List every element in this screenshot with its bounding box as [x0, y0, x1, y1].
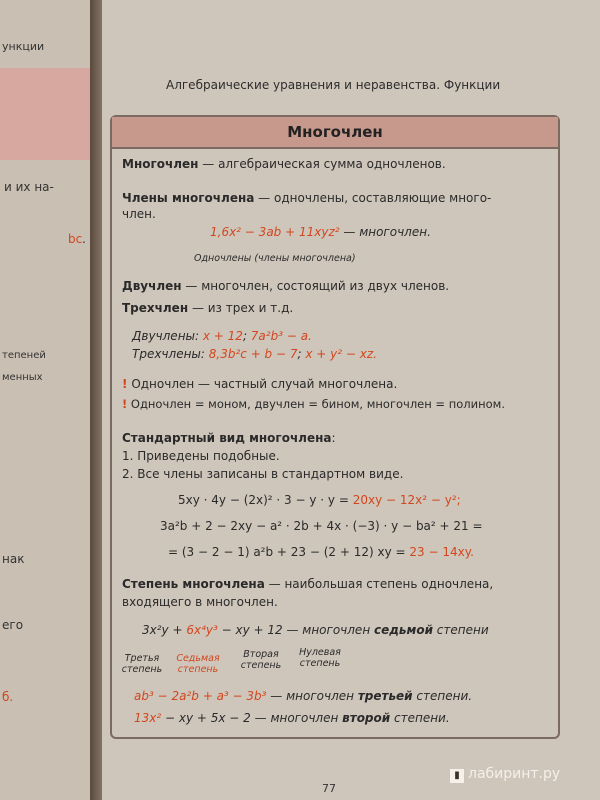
standard-term: Стандартный вид многочлена [122, 431, 332, 445]
example-polynomial-3 [134, 689, 472, 703]
binomial-examples-label: Двучлены: [132, 329, 203, 343]
example2-suffix: степени [432, 623, 489, 637]
box-title: Многочлен [287, 123, 383, 141]
example4-leading-term: 13x² [134, 711, 162, 725]
standard-item-2: 2. Все члены записаны в стандартном виде. [122, 467, 404, 481]
example2-term-1: 3x²y [142, 623, 169, 637]
standard-colon: : [331, 431, 336, 445]
degree-line [122, 577, 493, 591]
trinomial-example-1: 8,3b²c + b − 7 [208, 347, 298, 361]
trinomial-line [122, 301, 293, 315]
note-2-text: Одночлен = моном, двучлен = бином, многочлен = полином. [130, 397, 505, 411]
equation-1-lhs: 5xy · 4y − (2x)² · 3 − y · y = [178, 493, 353, 507]
example-polynomial-1 [210, 225, 431, 239]
running-header: Алгебраические уравнения и неравенства. Функции [166, 78, 501, 92]
trinomial-example-2: x + y² − xz. [305, 347, 377, 361]
degree-text: — наибольшая степень одночлена, [264, 577, 494, 591]
trinomial-examples [132, 347, 377, 361]
degree-label-zero: Нулевая степень [299, 647, 341, 669]
trinomial-examples-label: Трехчлены: [132, 347, 209, 361]
box-title-bar [112, 117, 558, 149]
equation-2: 3a²b + 2 − 2xy − a² · 2b + 4x · (−3) · y − ba² + 21 = [160, 519, 483, 533]
left-fragment: его [2, 618, 24, 632]
watermark [450, 766, 560, 783]
left-page-highlight-box [0, 68, 92, 160]
example2-op: + [168, 623, 187, 637]
equation-3 [168, 545, 474, 559]
example1-caption: Одночлены (члены многочлена) [194, 253, 356, 264]
example1-terms: 1,6x² − 3ab + 11xyz² [210, 225, 340, 239]
example2-term-2: 6x⁴y³ [186, 623, 218, 637]
left-fragment: б. [2, 690, 14, 704]
definition-term: Многочлен [122, 157, 199, 171]
definition-text: — алгебраическая сумма одночленов. [198, 157, 446, 171]
note-1 [122, 377, 397, 391]
degree-cont: входящего в многочлен. [122, 595, 278, 609]
example4-rest: − xy + 5x − 2 — многочлен [161, 711, 343, 725]
binomial-text: — многочлен, состоящий из двух членов. [181, 279, 450, 293]
trinomial-text: — из трех и т.д. [188, 301, 294, 315]
page-number: 77 [322, 782, 336, 795]
left-fragment: и их на- [4, 180, 54, 194]
trinomial-term: Трехчлен [122, 301, 189, 315]
binomial-example-2: 7a²b³ − a. [250, 329, 312, 343]
example4-degree: второй [342, 711, 391, 725]
example4-suffix: степени. [390, 711, 450, 725]
separator: ; [242, 329, 251, 343]
degree-label-third: Третья степень [121, 653, 163, 675]
equation-3-lhs: = (3 − 2 − 1) a²b + 23 − (2 + 12) xy = [168, 545, 410, 559]
members-cont: член. [122, 207, 156, 221]
bookshop-logo-icon: ▮ [450, 769, 464, 783]
members-line [122, 191, 491, 205]
equation-1 [178, 493, 461, 507]
watermark-text: лабиринт.ру [468, 766, 561, 782]
example3-degree: третьей [357, 689, 413, 703]
note-1-text: Одночлен — частный случай многочлена. [131, 377, 398, 391]
example2-label: — многочлен [286, 623, 374, 637]
example2-rest: − xy + 12 [217, 623, 287, 637]
right-page [102, 0, 600, 800]
separator: ; [297, 347, 306, 361]
degree-term: Степень многочлена [122, 577, 265, 591]
example-polynomial-4 [134, 711, 450, 725]
left-fragment: менных [2, 372, 43, 383]
example3-expression: ab³ − 2a²b + a³ − 3b³ [134, 689, 267, 703]
standard-heading [122, 431, 336, 445]
binomial-examples [132, 329, 312, 343]
exclamation-icon: ! [122, 397, 128, 411]
standard-item-1: 1. Приведены подобные. [122, 449, 280, 463]
left-page [0, 0, 92, 800]
content-box [110, 115, 560, 739]
left-fragment: тепеней [2, 350, 46, 361]
example1-suffix: — многочлен. [339, 225, 431, 239]
equation-3-rhs: 23 − 14xy. [409, 545, 474, 559]
binomial-term: Двучлен [122, 279, 182, 293]
exclamation-icon: ! [122, 377, 128, 391]
members-text: — одночлены, составляющие много- [254, 191, 492, 205]
binomial-line [122, 279, 449, 293]
degree-label-second: Вторая степень [240, 649, 282, 671]
binomial-example-1: x + 12 [202, 329, 243, 343]
example3-suffix: степени. [412, 689, 473, 703]
example2-degree: седьмой [373, 623, 433, 637]
degree-label-seventh: Седьмая степень [176, 653, 220, 675]
example-polynomial-2 [142, 623, 489, 637]
equation-1-rhs: 20xy − 12x² − y²; [352, 493, 461, 507]
left-fragment: . [82, 232, 86, 246]
left-fragment: нак [2, 552, 25, 566]
left-page-header: ункции [2, 40, 45, 53]
left-fragment: bc [68, 232, 83, 246]
example3-label: — многочлен [266, 689, 358, 703]
note-2 [122, 397, 505, 411]
members-term: Члены многочлена [122, 191, 255, 205]
definition-line [122, 157, 446, 171]
